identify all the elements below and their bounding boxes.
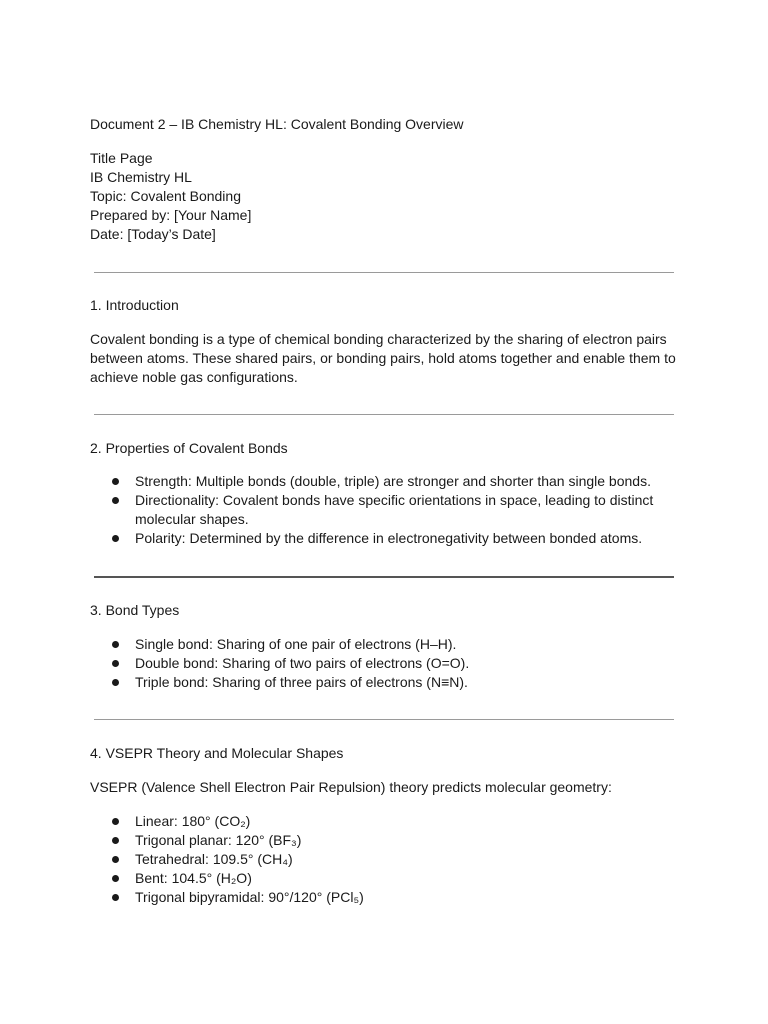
- list-item: [90, 472, 680, 491]
- properties-heading: 2. Properties of Covalent Bonds: [90, 440, 288, 456]
- list-item-text: Strength: Multiple bonds (double, triple) are stronger and shorter than single bonds.: [135, 473, 651, 489]
- bullet-icon: [112, 894, 119, 901]
- topic-line: Topic: Covalent Bonding: [90, 188, 241, 204]
- list-item-text: Double bond: Sharing of two pairs of electrons (O=O).: [135, 655, 470, 671]
- list-item-text: Trigonal bipyramidal: 90°/120° (PCl₅): [135, 889, 364, 905]
- bullet-icon: [112, 497, 119, 504]
- section-divider: [94, 576, 674, 578]
- bullet-icon: [112, 679, 119, 686]
- introduction-paragraph: Covalent bonding is a type of chemical bonding characterized by the sharing of electron pairs between atoms. These shared pairs, or bonding pairs, hold atoms together and enable them to achieve noble gas configurations.: [90, 331, 676, 385]
- title-page-label: Title Page: [90, 150, 153, 166]
- list-item: [90, 812, 680, 831]
- properties-list: [90, 472, 680, 548]
- bond-types-heading: 3. Bond Types: [90, 602, 180, 618]
- vsepr-shapes-list: [90, 812, 680, 907]
- list-item: [90, 635, 680, 654]
- bullet-icon: [112, 660, 119, 667]
- introduction-heading: 1. Introduction: [90, 297, 179, 313]
- list-item: [90, 491, 680, 529]
- list-item-text: Bent: 104.5° (H₂O): [135, 870, 252, 886]
- list-item: [90, 850, 680, 869]
- bond-types-list: [90, 635, 680, 692]
- subject-line: IB Chemistry HL: [90, 169, 192, 185]
- bullet-icon: [112, 837, 119, 844]
- bullet-icon: [112, 856, 119, 863]
- bullet-icon: [112, 641, 119, 648]
- list-item: [90, 831, 680, 850]
- bullet-icon: [112, 478, 119, 485]
- section-divider: [94, 719, 674, 720]
- list-item-text: Tetrahedral: 109.5° (CH₄): [135, 851, 293, 867]
- prepared-by-line: Prepared by: [Your Name]: [90, 207, 252, 223]
- document-title: Document 2 – IB Chemistry HL: Covalent Bonding Overview: [90, 116, 464, 132]
- list-item: [90, 654, 680, 673]
- list-item-text: Triple bond: Sharing of three pairs of electrons (N≡N).: [135, 674, 468, 690]
- title-page-block: [90, 149, 251, 244]
- bullet-icon: [112, 875, 119, 882]
- date-line: Date: [Today’s Date]: [90, 226, 216, 242]
- list-item-text: Polarity: Determined by the difference in electronegativity between bonded atoms.: [135, 530, 643, 546]
- list-item: [90, 888, 680, 907]
- section-divider: [94, 272, 674, 273]
- list-item-text: Directionality: Covalent bonds have specific orientations in space, leading to distinct molecular shapes.: [135, 492, 654, 527]
- list-item-text: Trigonal planar: 120° (BF₃): [135, 832, 302, 848]
- list-item: [90, 673, 680, 692]
- section-divider: [94, 414, 674, 415]
- list-item: [90, 529, 680, 548]
- bullet-icon: [112, 535, 119, 542]
- vsepr-heading: 4. VSEPR Theory and Molecular Shapes: [90, 745, 344, 761]
- bullet-icon: [112, 818, 119, 825]
- list-item-text: Linear: 180° (CO₂): [135, 813, 251, 829]
- vsepr-intro: VSEPR (Valence Shell Electron Pair Repulsion) theory predicts molecular geometry:: [90, 779, 612, 795]
- list-item: [90, 869, 680, 888]
- list-item-text: Single bond: Sharing of one pair of electrons (H–H).: [135, 636, 457, 652]
